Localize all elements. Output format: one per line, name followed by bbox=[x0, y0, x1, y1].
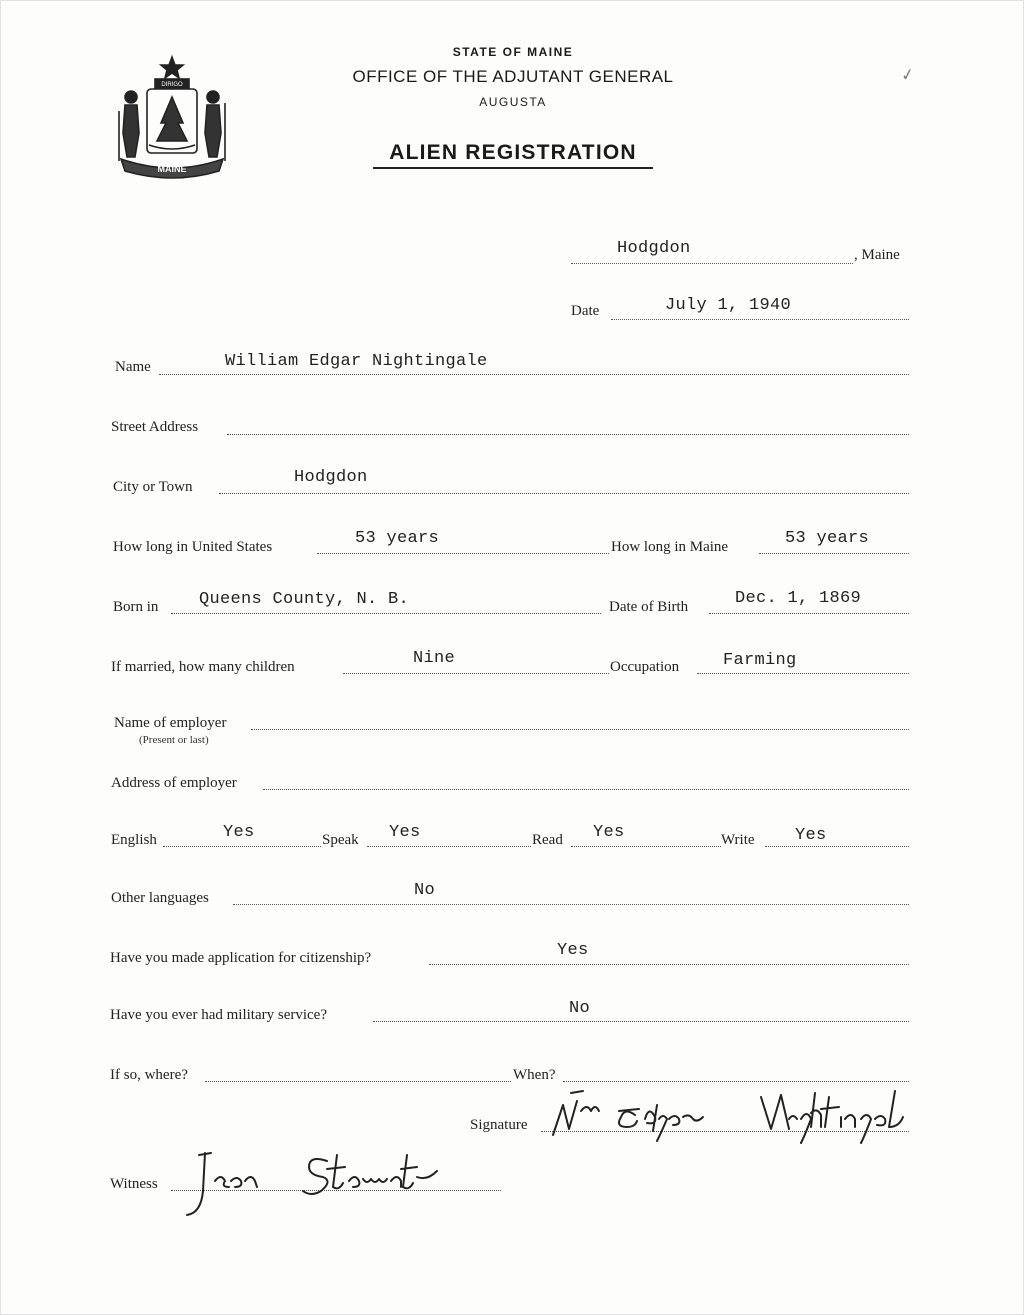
name-line bbox=[159, 374, 909, 375]
children-value[interactable]: Nine bbox=[413, 649, 456, 668]
how-long-us-label: How long in United States bbox=[113, 539, 273, 555]
speak-value[interactable]: Yes bbox=[389, 823, 421, 842]
employer-address-label: Address of employer bbox=[111, 775, 237, 791]
witness-label: Witness bbox=[110, 1176, 158, 1192]
english-line bbox=[163, 846, 321, 847]
city-line bbox=[219, 493, 909, 494]
street-address-line bbox=[227, 434, 909, 435]
seal-motto: DIRIGO bbox=[161, 82, 183, 88]
if-where-line bbox=[205, 1081, 511, 1082]
speak-line bbox=[367, 846, 531, 847]
citizenship-line bbox=[429, 964, 909, 965]
header-office: OFFICE OF THE ADJUTANT GENERAL bbox=[352, 67, 674, 86]
citizenship-label: Have you made application for citizenship? bbox=[110, 950, 372, 966]
occupation-line bbox=[697, 673, 909, 674]
military-value[interactable]: No bbox=[569, 999, 591, 1018]
born-in-value[interactable]: Queens County, N. B. bbox=[199, 590, 410, 609]
other-languages-label: Other languages bbox=[111, 890, 209, 906]
employer-name-sublabel: (Present or last) bbox=[139, 734, 209, 746]
if-where-label: If so, where? bbox=[110, 1067, 188, 1083]
born-in-line bbox=[171, 613, 601, 614]
employer-name-label: Name of employer bbox=[114, 715, 227, 731]
speak-label: Speak bbox=[322, 832, 359, 848]
read-label: Read bbox=[532, 832, 563, 848]
name-value[interactable]: William Edgar Nightingale bbox=[225, 352, 488, 371]
when-line bbox=[563, 1081, 909, 1082]
date-of-birth-label: Date of Birth bbox=[609, 599, 689, 615]
occupation-value[interactable]: Farming bbox=[723, 651, 797, 670]
how-long-us-line bbox=[317, 553, 609, 554]
employer-name-line bbox=[251, 729, 909, 730]
city-value[interactable]: Hodgdon bbox=[294, 468, 368, 487]
signature-label: Signature bbox=[470, 1117, 528, 1133]
name-label: Name bbox=[115, 359, 151, 375]
military-line bbox=[373, 1021, 909, 1022]
how-long-maine-label: How long in Maine bbox=[611, 539, 729, 555]
city-label: City or Town bbox=[113, 479, 193, 495]
place-value[interactable]: Hodgdon bbox=[617, 239, 691, 258]
header-city: AUGUSTA bbox=[479, 95, 547, 109]
title-underline bbox=[373, 167, 653, 169]
english-label: English bbox=[111, 832, 157, 848]
header-state: STATE OF MAINE bbox=[452, 45, 574, 59]
write-line bbox=[765, 846, 909, 847]
place-line bbox=[571, 263, 853, 264]
witness-handwriting bbox=[177, 1141, 467, 1223]
date-of-birth-value[interactable]: Dec. 1, 1869 bbox=[735, 589, 862, 608]
military-label: Have you ever had military service? bbox=[110, 1007, 327, 1023]
read-value[interactable]: Yes bbox=[593, 823, 625, 842]
citizenship-value[interactable]: Yes bbox=[557, 941, 589, 960]
read-line bbox=[571, 846, 721, 847]
children-line bbox=[343, 673, 609, 674]
children-label: If married, how many children bbox=[111, 659, 295, 675]
place-suffix: , Maine bbox=[854, 247, 900, 263]
other-languages-value[interactable]: No bbox=[414, 881, 436, 900]
signature-handwriting bbox=[549, 1083, 979, 1155]
english-value[interactable]: Yes bbox=[223, 823, 255, 842]
date-line bbox=[611, 319, 909, 320]
other-languages-line bbox=[233, 904, 909, 905]
how-long-maine-value[interactable]: 53 years bbox=[785, 529, 870, 548]
check-mark-icon: ✓ bbox=[899, 65, 916, 86]
employer-address-line bbox=[263, 789, 909, 790]
form-title: ALIEN REGISTRATION bbox=[389, 141, 637, 164]
write-label: Write bbox=[721, 832, 755, 848]
date-label: Date bbox=[571, 303, 600, 319]
born-in-label: Born in bbox=[113, 599, 159, 615]
date-of-birth-line bbox=[709, 613, 909, 614]
when-label: When? bbox=[513, 1067, 556, 1083]
street-address-label: Street Address bbox=[111, 419, 199, 435]
seal-banner: MAINE bbox=[157, 164, 187, 174]
occupation-label: Occupation bbox=[610, 659, 680, 675]
how-long-maine-line bbox=[759, 553, 909, 554]
write-value[interactable]: Yes bbox=[795, 826, 827, 845]
date-value[interactable]: July 1, 1940 bbox=[665, 296, 792, 315]
how-long-us-value[interactable]: 53 years bbox=[355, 529, 440, 548]
